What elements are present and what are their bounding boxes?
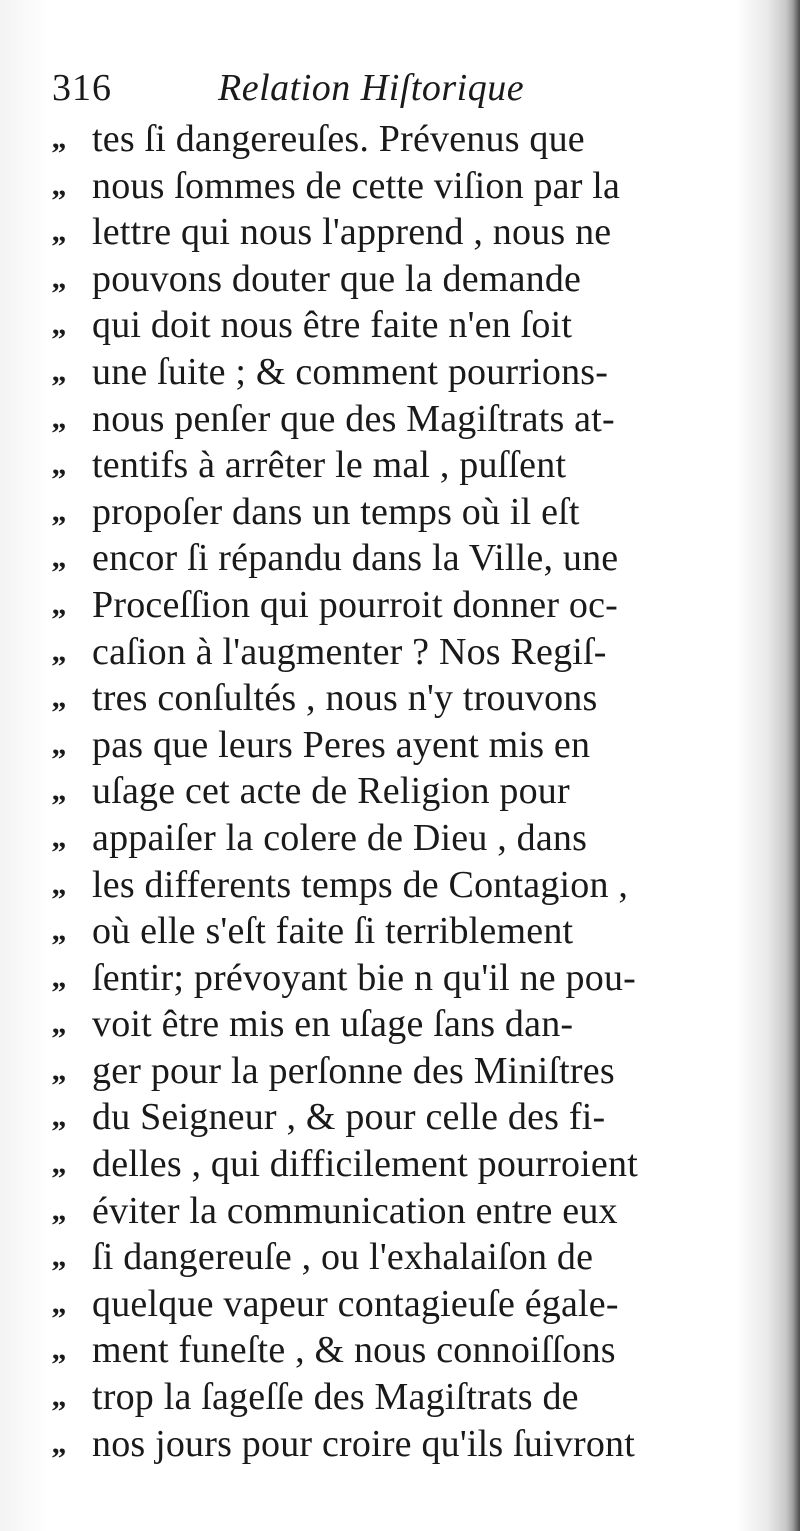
quotation-mark: ,, — [52, 1193, 65, 1227]
line-text: où elle s'eſt faite ſi terriblement — [92, 910, 574, 953]
line-text: ger pour la perſonne des Miniſtres — [92, 1049, 615, 1092]
text-line — [52, 675, 712, 722]
quotation-mark: ,, — [52, 1100, 65, 1134]
text-line — [52, 862, 712, 909]
line-text: ſi dangereuſe , ou l'exhalaiſon de — [92, 1236, 594, 1279]
quotation-mark: ,, — [52, 867, 65, 901]
line-text: propoſer dans un temps où il eſt — [92, 490, 580, 533]
line-text: tes ſi dangereuſes. Prévenus que — [92, 118, 585, 160]
text-line — [52, 442, 712, 489]
quotation-mark: ,, — [52, 1053, 65, 1087]
quotation-mark: ,, — [52, 681, 65, 715]
quotation-mark: ,, — [52, 1240, 65, 1274]
quotation-mark: ,, — [52, 914, 65, 948]
quotation-mark: ,, — [52, 122, 65, 155]
text-line — [52, 955, 712, 1002]
line-text: nous ſommes de cette viſion par la — [92, 164, 621, 207]
quotation-mark: ,, — [52, 494, 65, 528]
line-text: pas que leurs Peres ayent mis en — [92, 723, 591, 766]
text-line — [52, 815, 712, 862]
line-text: appaiſer la colere de Dieu , dans — [92, 816, 588, 859]
text-line — [52, 1141, 712, 1188]
quotation-mark: ,, — [52, 354, 65, 388]
text-line — [52, 256, 712, 303]
text-line — [52, 163, 712, 210]
text-line — [52, 908, 712, 955]
line-text: du Seigneur , & pour celle des fi- — [92, 1096, 606, 1139]
text-line — [52, 1327, 712, 1374]
text-line — [52, 489, 712, 536]
quotation-mark: ,, — [52, 215, 65, 249]
line-text: tres conſultés , nous n'y trouvons — [92, 677, 598, 720]
quotation-mark: ,, — [52, 727, 65, 761]
line-text: uſage cet acte de Religion pour — [92, 770, 570, 813]
line-text: ſentir; prévoyant bie n qu'il ne pou- — [92, 956, 637, 999]
quotation-mark: ,, — [52, 1426, 65, 1460]
text-line — [52, 349, 712, 396]
quotation-mark: ,, — [52, 261, 65, 295]
line-text: caſion à l'augmenter ? Nos Regiſ- — [92, 630, 607, 673]
quotation-mark: ,, — [52, 168, 65, 202]
text-line — [52, 768, 712, 815]
line-text: encor ſi répandu dans la Ville, une — [92, 537, 619, 580]
line-text: nous penſer que des Magiſtrats at- — [92, 397, 615, 440]
page-edge-shadow — [786, 0, 800, 1531]
line-text: une ſuite ; & comment pourrions- — [92, 350, 609, 393]
quotation-mark: ,, — [52, 401, 65, 435]
line-text: quelque vapeur contagieuſe égale- — [92, 1282, 619, 1325]
line-text: nos jours pour croire qu'ils ſuivront — [92, 1422, 636, 1465]
text-line — [52, 396, 712, 443]
quotation-mark: ,, — [52, 1333, 65, 1367]
quotation-mark: ,, — [52, 587, 65, 621]
quotation-mark: ,, — [52, 308, 65, 342]
quotation-mark: ,, — [52, 1007, 65, 1041]
text-line — [52, 1374, 712, 1421]
line-text: pouvons douter que la demande — [92, 257, 582, 300]
line-text: voit être mis en uſage ſans dan- — [92, 1003, 574, 1046]
text-line — [52, 209, 712, 256]
quotation-mark: ,, — [52, 960, 65, 994]
line-text: éviter la communication entre eux — [92, 1189, 618, 1232]
text-line — [52, 1421, 712, 1468]
page-header — [52, 66, 712, 114]
running-title: Relation Hiſtorique — [218, 67, 525, 109]
line-text: les differents temps de Contagion , — [92, 863, 629, 906]
line-text: qui doit nous être faite n'en ſoit — [92, 304, 573, 347]
text-line — [52, 1001, 712, 1048]
text-line — [52, 1188, 712, 1235]
line-text: Proceſſion qui pourroit donner oc- — [92, 583, 619, 626]
line-text: tentifs à arrêter le mal , puſſent — [92, 444, 567, 487]
line-text: delles , qui difficilement pourroient — [92, 1143, 638, 1186]
text-line — [52, 1281, 712, 1328]
text-line — [52, 722, 712, 769]
page-number: 316 — [52, 67, 112, 109]
text-line — [52, 582, 712, 629]
quotation-mark: ,, — [52, 774, 65, 808]
quotation-mark: ,, — [52, 1147, 65, 1181]
text-line — [52, 1048, 712, 1095]
text-line — [52, 302, 712, 349]
quotation-mark: ,, — [52, 448, 65, 482]
text-line — [52, 629, 712, 676]
line-text: lettre qui nous l'apprend , nous ne — [92, 211, 612, 254]
text-line — [52, 535, 712, 582]
line-text: ment funeſte , & nous connoiſſons — [92, 1329, 616, 1372]
quotation-mark: ,, — [52, 541, 65, 575]
text-line — [52, 1234, 712, 1281]
line-text: trop la ſageſſe des Magiſtrats de — [92, 1376, 579, 1419]
text-line — [52, 116, 712, 163]
quotation-mark: ,, — [52, 820, 65, 854]
text-line — [52, 1094, 712, 1141]
quotation-mark: ,, — [52, 1380, 65, 1414]
quotation-mark: ,, — [52, 634, 65, 668]
body-text — [52, 116, 712, 1467]
quotation-mark: ,, — [52, 1286, 65, 1320]
